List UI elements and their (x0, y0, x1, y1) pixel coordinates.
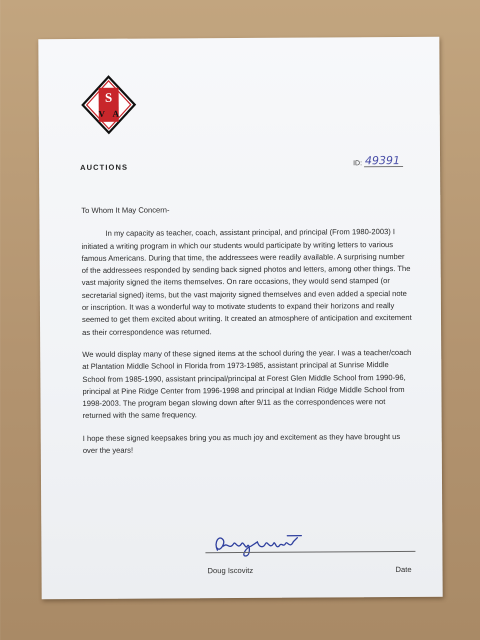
signature-line (205, 551, 415, 553)
paragraph-1: In my capacity as teacher, coach, assistant principal, and principal (From 1980-2003) I initiated a writing program in which our students would participate by writing letters to various famous Americans. During that time, the addressees were readily available. A surprising number of the addressees responded by sending back signed photos and letters, among other things. The vast majority signed the items themselves. On rare occasions, they would send stamped (or secretarial signed) items, but the vast majority signed themselves and even added a special note or inscription. It was a wonderful way to motivate students to expand their horizons and really seemed to get them excited about writing. It created an atmosphere of anticipation and excitement as their correspondence was returned. (81, 227, 412, 337)
handwritten-signature (209, 528, 309, 561)
signer-name: Doug Iscovitz (207, 565, 254, 576)
item-id-label: ID: (353, 160, 363, 168)
logo-letter-v: V (98, 108, 106, 119)
paragraph-3: I hope these signed keepsakes bring you as much joy and excitement as they have brought us over the years! (82, 431, 401, 456)
logo-letter-s: S (104, 89, 113, 105)
letter-page (38, 37, 442, 599)
letter-body (81, 203, 413, 467)
logo-caption: AUCTIONS (80, 162, 129, 172)
logo-letter-a: A (112, 108, 120, 119)
salutation: To Whom It May Concern- (81, 205, 170, 215)
item-id-value: 49391 (364, 155, 403, 167)
date-label: Date (395, 564, 412, 575)
item-id (353, 155, 403, 167)
sva-auctions-logo-icon (81, 75, 137, 145)
paragraph-2: We would display many of these signed items at the school during the year. I was a teacher/coach at Plantation Middle School in Florida from 1973-1985, assistant principal at Sunrise Middle School from 1985-1990, assistant principal/principal at Forest Glen Middle School from 1990-96, principal at Pine Ridge Center from 1996-1998 and principal at Indian Ridge Middle School from 1998-2003. The program began slowing down after 9/11 as the correspondences were not returned with the same frequency. (82, 347, 412, 421)
